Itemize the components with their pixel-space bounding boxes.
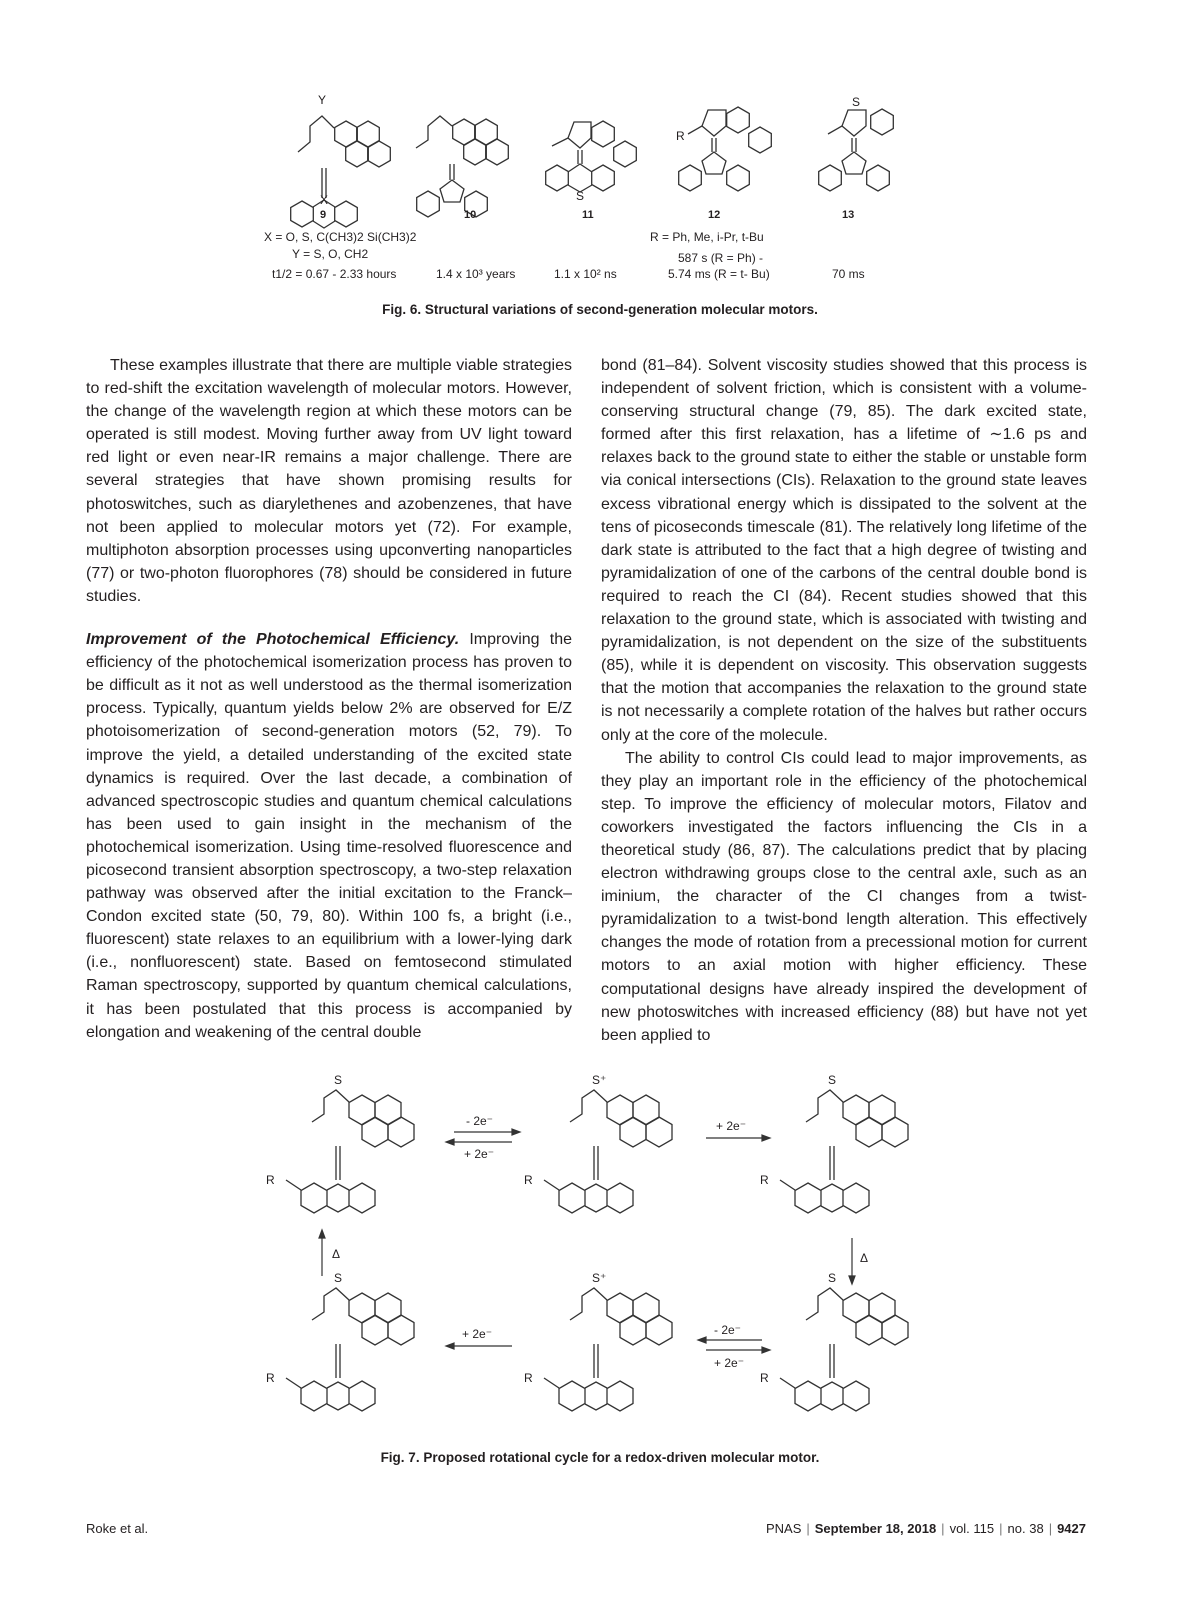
figure-7-caption: Fig. 7. Proposed rotational cycle for a redox-driven molecular motor. xyxy=(380,1450,820,1465)
atom-label-r-tr: R xyxy=(760,1173,769,1187)
atom-label-s-bl: S xyxy=(334,1271,343,1285)
substituents-x: X = O, S, C(CH3)2 Si(CH3)2 xyxy=(264,230,417,244)
atom-label-r-tl: R xyxy=(266,1173,275,1187)
arrow-label-heat-left: Δ xyxy=(332,1247,341,1261)
footer-journal: PNAS xyxy=(765,1521,802,1536)
atom-label-r-bl: R xyxy=(266,1371,275,1385)
left-paragraph-1: These examples illustrate that there are multiple viable strategies to red-shift the excitation wavelength of molecular motors. However, the change of the wavelength region at which these motors can be operated is still modest. Moving further away from UV light toward red light or even near-IR remains a major challenge. There are several strategies that have shown promising results for photoswitches, such as diarylethenes and azobenzenes, that have not been applied to molecular motors yet (72). For example, multiphoton absorption processes using upconverting nanoparticles (77) or two-photon fluorophores (78) should be considered in future studies. xyxy=(86,357,572,605)
arrow-label-red-left: + 2e⁻ xyxy=(462,1327,493,1341)
right-paragraph-2: The ability to control CIs could lead to major improvements, as they play an important role in the efficiency of the photochemical step. To improve the efficiency of molecular motors, Filatov and coworkers investigated the factors influencing the CIs in a theoretical study (86, 87). The calculations predict that by placing electron withdrawing groups close to the central axle, such as an iminium, the character of the CI changes from a twist-pyramidalization to a twist-bond length alteration. This effectively changes the mode of rotation from a precessional motion for current motors to an axial motion with higher efficiency. These computational designs have already inspired the development of new photoswitches with increased efficiency (88) but have not yet been applied to xyxy=(601,749,1087,1044)
atom-label-s-tl: S xyxy=(334,1073,343,1087)
atom-label-s: S xyxy=(576,189,585,203)
atom-label-r-tm: R xyxy=(524,1173,533,1187)
left-paragraph-2-text: Improving the efficiency of the photochemical isomerization process has proven to be difficult as it not as well understood as the thermal isomerization process. Typically, quantum yields below 2% are observed for E/Z photoisomerization of second-generation motors (52, 79). To improve the yield, a detailed understanding of the excited state dynamics is required. Over the last decade, a combination of advanced spectroscopic studies and quantum chemical calculations has been used to gain insight in the mechanism of the photochemical isomerization. Using time-resolved fluorescence and picosecond transient absorption spectroscopy, a two-step relaxation pathway was observed after the initial excitation to the Franck–Condon excited state (50, 79, 80). Within 100 fs, a bright (i.e., fluorescent) state relaxes to an equilibrium with a lower-lying dark (i.e., nonfluorescent) state. Based on femtosecond stimulated Raman spectroscopy, supported by quantum chemical calculations, it has been postulated that this process is accompanied by elongation and weakening of the central double xyxy=(86,631,572,1041)
atom-label-y: Y xyxy=(318,93,327,107)
footer-page: 9427 xyxy=(1057,1521,1086,1536)
figure-6-structures xyxy=(258,92,910,292)
substituents-y: Y = S, O, CH2 xyxy=(292,247,369,261)
halflife-11: 1.1 x 10² ns xyxy=(554,267,617,281)
atom-label-r-bm: R xyxy=(524,1371,533,1385)
compound-number-13: 13 xyxy=(842,209,855,221)
figure-7-cycle xyxy=(262,1072,910,1436)
arrow-label-red-top: + 2e⁻ xyxy=(464,1147,495,1161)
figure-6 xyxy=(258,92,910,292)
halflife-10: 1.4 x 10³ years xyxy=(436,267,516,281)
right-column xyxy=(601,354,1087,1047)
atom-label-r: R xyxy=(676,129,685,143)
atom-label-x: X xyxy=(320,193,329,207)
left-column xyxy=(86,354,572,1044)
compound-number-10: 10 xyxy=(464,209,477,221)
halflife-9: t1/2 = 0.67 - 2.33 hours xyxy=(272,267,397,281)
compound-number-11: 11 xyxy=(582,209,594,221)
figure-7 xyxy=(262,1072,910,1436)
compound-number-9: 9 xyxy=(320,209,327,221)
halflife-12-a: 587 s (R = Ph) - xyxy=(678,251,764,265)
arrow-label-ox-bottom: - 2e⁻ xyxy=(714,1323,742,1337)
arrow-label-red-bottom: + 2e⁻ xyxy=(714,1356,745,1370)
left-paragraph-2 xyxy=(86,628,572,1044)
atom-label-s-tr: S xyxy=(828,1073,837,1087)
atom-label-s-br: S xyxy=(828,1271,837,1285)
footer-issue: no. 38 xyxy=(1007,1521,1044,1536)
figure-6-caption: Fig. 6. Structural variations of second-generation molecular motors. xyxy=(382,302,818,317)
compound-number-12: 12 xyxy=(708,209,721,221)
right-paragraph-1: bond (81–84). Solvent viscosity studies showed that this process is independent of solvent friction, which is consistent with a volume-conserving structural change (79, 85). The dark excited state, formed after this first relaxation, has a lifetime of ∼1.6 ps and relaxes back to the ground state to either the stable or unstable form via conical intersections (CIs). Relaxation to the ground state leaves excess vibrational energy which is dissipated to the solvent at the tens of picoseconds timescale (81). The relatively long lifetime of the dark state is attributed to the fact that a high degree of twisting and pyramidalization of one of the carbons of the central double bond is required to reach the CI (84). Recent studies showed that this relaxation to the ground state, which is associated with twisting and pyramidalization, is not dependent on the size of the substituents (85), while it is dependent on viscosity. This observation suggests that the motion that accompanies the relaxation to the ground state is not necessarily a complete rotation of the halves but rather occurs only at the core of the molecule. xyxy=(601,357,1087,744)
arrow-label-red-right: + 2e⁻ xyxy=(716,1119,747,1133)
footer-date: September 18, 2018 xyxy=(814,1521,937,1536)
atom-label-s-plus-tm: S⁺ xyxy=(592,1073,607,1087)
atom-label-s-13: S xyxy=(852,95,861,109)
arrow-label-heat-right: Δ xyxy=(860,1251,869,1265)
footer-authors: Roke et al. xyxy=(86,1521,149,1536)
substituents-r: R = Ph, Me, i-Pr, t-Bu xyxy=(650,230,764,244)
halflife-13: 70 ms xyxy=(832,267,865,281)
section-heading: Improvement of the Photochemical Efficiency. xyxy=(86,631,460,649)
arrow-label-ox-top: - 2e⁻ xyxy=(466,1114,494,1128)
halflife-12-b: 5.74 ms (R = t- Bu) xyxy=(668,267,770,281)
footer-citation: PNAS | September 18, 2018 | vol. 115 | no. 38 | 9427 xyxy=(765,1521,1086,1536)
atom-label-r-br: R xyxy=(760,1371,769,1385)
atom-label-s-plus-bm: S⁺ xyxy=(592,1271,607,1285)
footer-volume: vol. 115 xyxy=(949,1521,995,1536)
